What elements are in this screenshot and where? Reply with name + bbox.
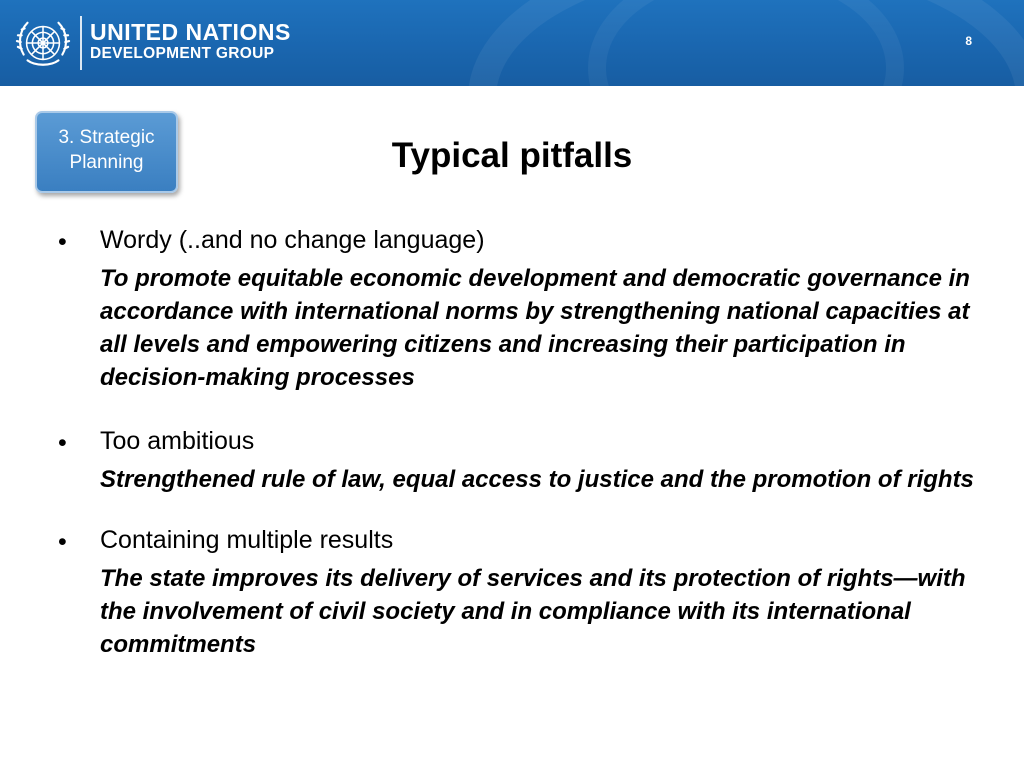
un-emblem-icon <box>14 14 72 72</box>
bullet-heading: Too ambitious <box>100 427 255 455</box>
section-tag-line1: 3. Strategic <box>58 127 155 148</box>
org-name-line1: UNITED NATIONS <box>90 19 291 45</box>
page-number: 8 <box>965 34 972 48</box>
bullet-example: To promote equitable economic development and democratic governance in accordance with international norms by strengthening national capacities at all levels and empowering citizens and increasing their participation in decision-making processes <box>100 265 970 391</box>
section-tag-line2: Planning <box>69 152 144 173</box>
bullet-example: Strengthened rule of law, equal access to justice and the promotion of rights <box>100 466 974 493</box>
bullet-list <box>56 224 986 661</box>
slide-title: Typical pitfalls <box>391 136 633 175</box>
bullet-item <box>56 425 986 496</box>
logo-divider <box>80 16 82 70</box>
bullet-item <box>56 224 986 394</box>
header-watermark-secondary <box>588 0 904 86</box>
section-tag <box>35 111 178 193</box>
header-banner <box>0 0 1024 86</box>
bullet-heading: Containing multiple results <box>100 526 394 554</box>
bullet-marker-icon: • <box>58 429 67 457</box>
org-name-line2: DEVELOPMENT GROUP <box>90 45 275 62</box>
bullet-example: The state improves its delivery of services and its protection of rights—with the involvement of civil society and in compliance with its international commitments <box>100 565 966 658</box>
bullet-marker-icon: • <box>58 228 67 256</box>
bullet-heading: Wordy (..and no change language) <box>100 226 485 254</box>
bullet-item <box>56 524 986 661</box>
bullet-marker-icon: • <box>58 528 67 556</box>
